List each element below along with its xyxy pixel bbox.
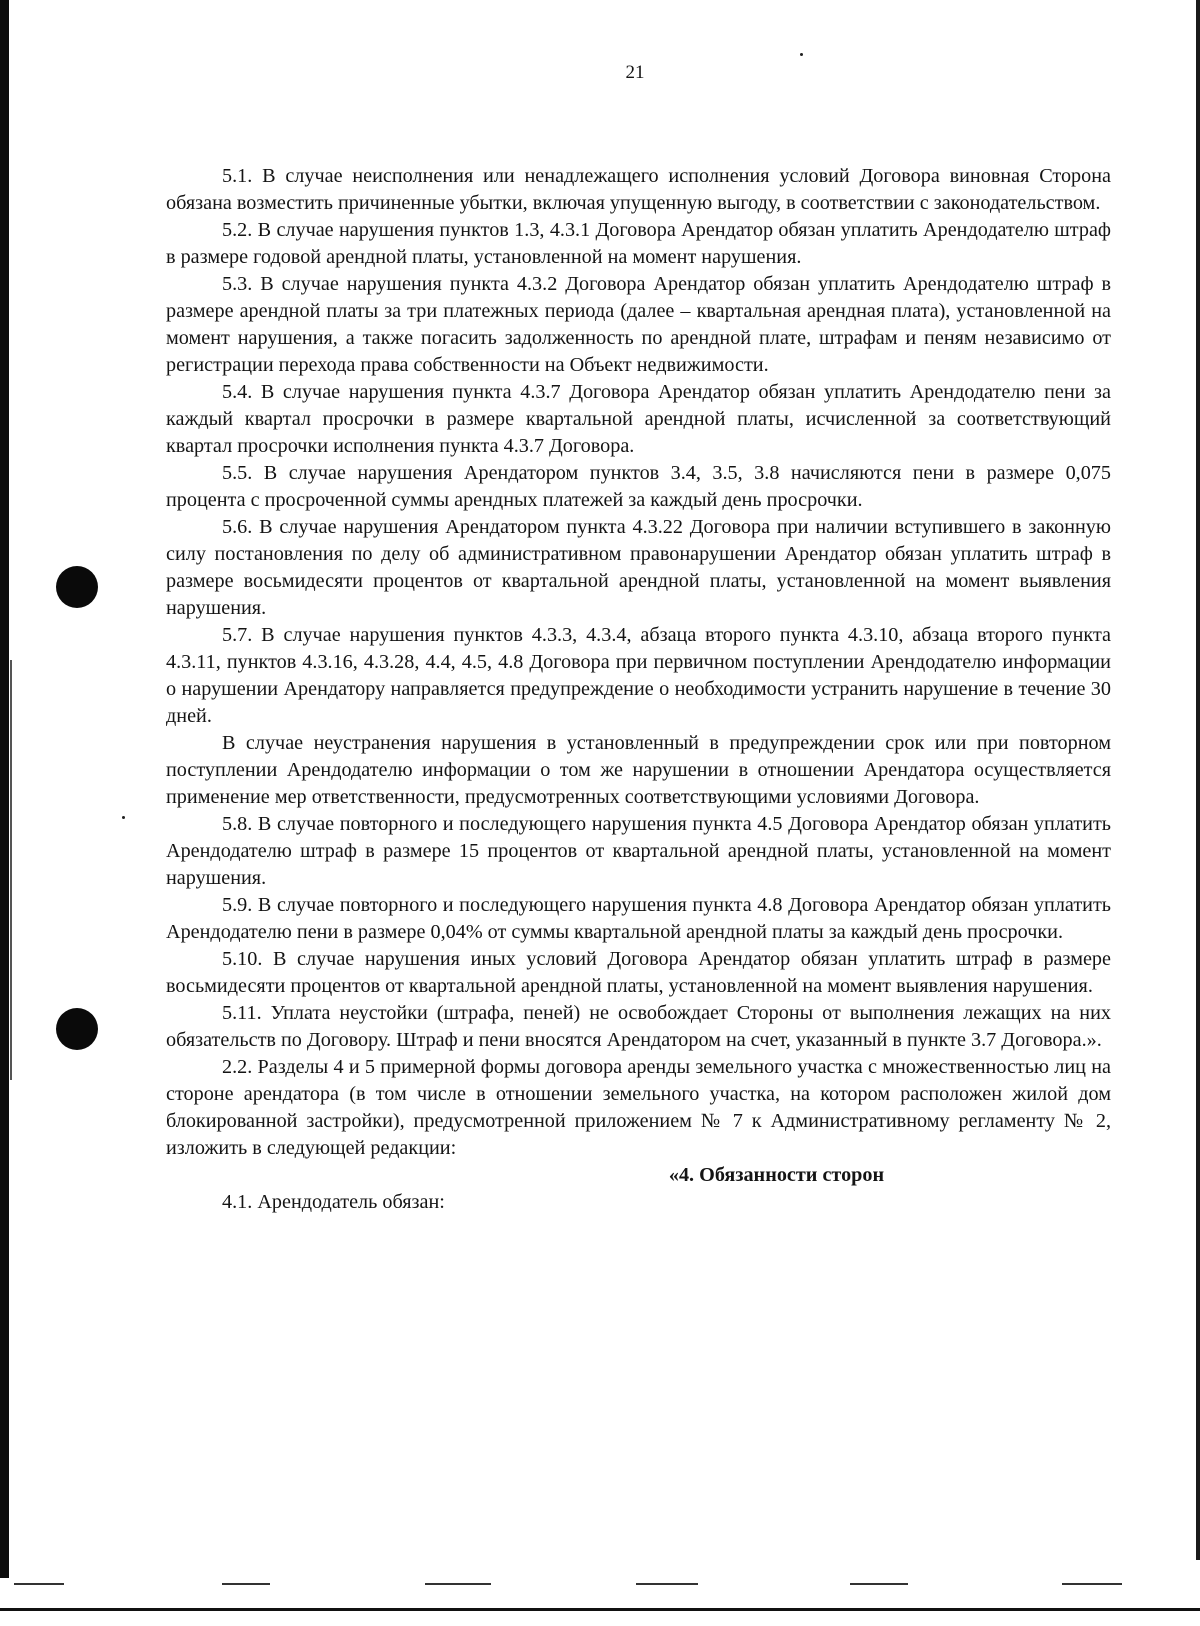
paragraph-5-4: 5.4. В случае нарушения пункта 4.3.7 Договора Арендатор обязан уплатить Арендодателю пени за каждый квартал просрочки в размере квартальной арендной платы, исчисленной за соответствующий квартал просрочки исполнения пункта 4.3.7 Договора. xyxy=(166,381,1111,457)
page-number: 21 xyxy=(625,62,645,83)
paragraph-5-3: 5.3. В случае нарушения пункта 4.3.2 Договора Арендатор обязан уплатить Арендодателю штраф в размере арендной платы за три платежных периода (далее – квартальная арендная плата), установленной на момент нарушения, а также погасить задолженность по арендной плате, штрафам и пеням независимо от регистрации перехода права собственности на Объект недвижимости. xyxy=(166,273,1111,376)
scan-margin-line xyxy=(10,660,12,1080)
scan-speck xyxy=(122,816,125,819)
paragraph-5-7: 5.7. В случае нарушения пунктов 4.3.3, 4.3.4, абзаца второго пункта 4.3.10, абзаца второго пункта 4.3.11, пунктов 4.3.16, 4.3.28, 4.4, 4.5, 4.8 Договора при первичном поступлении Арендодателю информации о нарушении Арендатору направляется предупреждение о необходимости устранить нарушение в течение 30 дней. xyxy=(166,624,1111,727)
scan-speck xyxy=(800,53,803,56)
paragraph-4-1: 4.1. Арендодатель обязан: xyxy=(222,1191,445,1213)
punch-hole-top xyxy=(56,566,98,608)
paragraph-5-9: 5.9. В случае повторного и последующего нарушения пункта 4.8 Договора Арендатор обязан уплатить Арендодателю пени в размере 0,04% от суммы квартальной арендной платы за каждый день просрочки. xyxy=(166,894,1111,943)
paragraph-5-2: 5.2. В случае нарушения пунктов 1.3, 4.3.1 Договора Арендатор обязан уплатить Арендодателю штраф в размере годовой арендной платы, установленной на момент нарушения. xyxy=(166,219,1111,268)
scan-footer-dashes xyxy=(0,1583,1200,1591)
paragraph-5-6: 5.6. В случае нарушения Арендатором пункта 4.3.22 Договора при наличии вступившего в законную силу постановления по делу об административном правонарушении Арендатор обязан уплатить штраф в размере восьмидесяти процентов от квартальной арендной платы, установленной на момент выявления нарушения. xyxy=(166,516,1111,619)
paragraph-5-11: 5.11. Уплата неустойки (штрафа, пеней) не освобождает Стороны от выполнения лежащих на них обязательств по Договору. Штраф и пени вносятся Арендатором на счет, указанный в пункте 3.7 Договора.». xyxy=(166,1002,1111,1051)
paragraph-5-8: 5.8. В случае повторного и последующего нарушения пункта 4.5 Договора Арендатор обязан уплатить Арендодателю штраф в размере 15 процентов от квартальной арендной платы, установленной на момент нарушения. xyxy=(166,813,1111,889)
paragraph-5-10: 5.10. В случае нарушения иных условий Договора Арендатор обязан уплатить штраф в размере восьмидесяти процентов от квартальной арендной платы, установленной на момент выявления нарушения. xyxy=(166,948,1111,997)
paragraph-5-5: 5.5. В случае нарушения Арендатором пунктов 3.4, 3.5, 3.8 начисляются пени в размере 0,075 процента с просроченной суммы арендных платежей за каждый день просрочки. xyxy=(166,462,1111,511)
scan-bottom-edge xyxy=(0,1608,1200,1611)
document-body xyxy=(166,163,1111,1216)
section-heading: «4. Обязанности сторон xyxy=(668,1164,885,1186)
paragraph-2-2: 2.2. Разделы 4 и 5 примерной формы договора аренды земельного участка с множественностью лиц на стороне арендатора (в том числе в отношении земельного участка, на котором расположен жилой дом блокированной застройки), предусмотренной приложением № 7 к Административному регламенту № 2, изложить в следующей редакции: xyxy=(166,1056,1111,1159)
scan-right-edge xyxy=(1196,0,1200,1560)
scan-left-edge xyxy=(0,0,9,1578)
paragraph-5-1: 5.1. В случае неисполнения или ненадлежащего исполнения условий Договора виновная Сторона обязана возместить причиненные убытки, включая упущенную выгоду, в соответствии с законодательством. xyxy=(166,165,1111,214)
punch-hole-bottom xyxy=(56,1008,98,1050)
paragraph-5-7-continued: В случае неустранения нарушения в установленный в предупреждении срок или при повторном поступлении Арендодателю информации о том же нарушении в отношении Арендатора осуществляется применение мер ответственности, предусмотренных соответствующими условиями Договора. xyxy=(166,732,1111,808)
